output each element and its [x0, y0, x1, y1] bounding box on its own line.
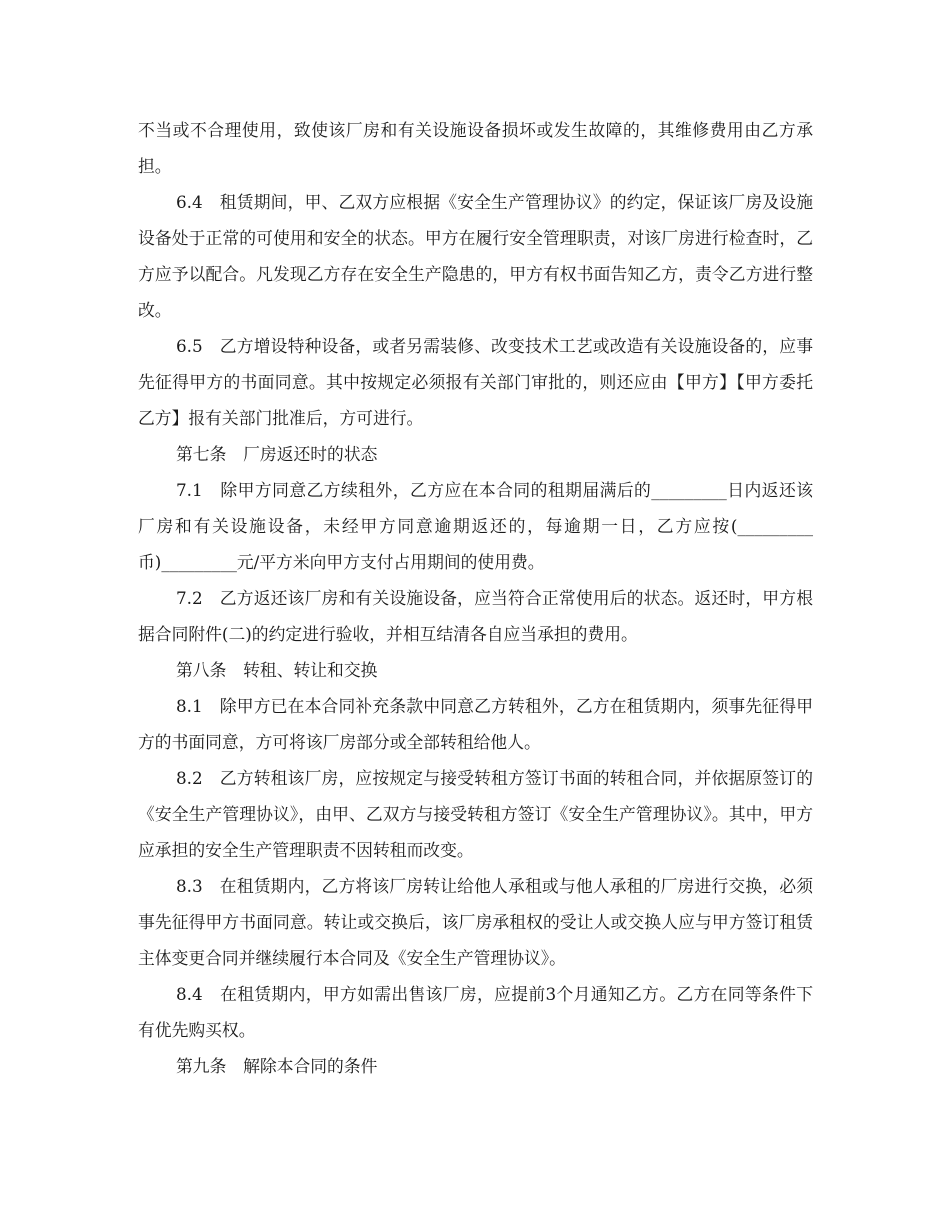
clause-8-3: 8.3 在租赁期内，乙方将该厂房转让给他人承租或与他人承租的厂房进行交换，必须事先征得甲方书面同意。转让或交换后，该厂房承租权的受让人或交换人应与甲方签订租赁主体变更合同并继续履行本合同及《安全生产管理协议》。 — [138, 876, 813, 968]
clause-6-4: 6.4 租赁期间，甲、乙双方应根据《安全生产管理协议》的约定，保证该厂房及设施设备处于正常的可使用和安全的状态。甲方在履行安全管理职责，对该厂房进行检查时，乙方应予以配合。凡发现乙方存在安全生产隐患的，甲方有权书面告知乙方，责令乙方进行整改。 — [138, 192, 813, 320]
article-7-heading: 第七条 厂房返还时的状态 — [176, 444, 378, 464]
paragraph-continuation: 不当或不合理使用，致使该厂房和有关设施设备损坏或发生故障的，其维修费用由乙方承担。 — [138, 120, 813, 176]
clause-6-5: 6.5 乙方增设特种设备，或者另需装修、改变技术工艺或改造有关设施设备的，应事先征得甲方的书面同意。其中按规定必须报有关部门审批的，则还应由【甲方】【甲方委托乙方】报有关部门批准后，方可进行。 — [138, 336, 813, 428]
clause-8-4: 8.4 在租赁期内，甲方如需出售该厂房，应提前3个月通知乙方。乙方在同等条件下有优先购买权。 — [138, 984, 813, 1040]
clause-7-2: 7.2 乙方返还该厂房和有关设施设备，应当符合正常使用后的状态。返还时，甲方根据合同附件(二)的约定进行验收，并相互结清各自应当承担的费用。 — [138, 588, 813, 644]
article-8-heading: 第八条 转租、转让和交换 — [176, 660, 378, 680]
clause-8-2: 8.2 乙方转租该厂房，应按规定与接受转租方签订书面的转租合同，并依据原签订的《安全生产管理协议》，由甲、乙双方与接受转租方签订《安全生产管理协议》。其中，甲方应承担的安全生产管理职责不因转租而改变。 — [138, 768, 813, 860]
document-body — [138, 112, 813, 1084]
article-9-heading: 第九条 解除本合同的条件 — [176, 1056, 378, 1076]
clause-8-1: 8.1 除甲方已在本合同补充条款中同意乙方转租外，乙方在租赁期内，须事先征得甲方的书面同意，方可将该厂房部分或全部转租给他人。 — [138, 696, 813, 752]
clause-7-1: 7.1 除甲方同意乙方续租外，乙方应在本合同的租期届满后的_________日内返还该厂房和有关设施设备，未经甲方同意逾期返还的，每逾期一日，乙方应按(_________币)_________元/平方米向甲方支付占用期间的使用费。 — [138, 480, 813, 572]
